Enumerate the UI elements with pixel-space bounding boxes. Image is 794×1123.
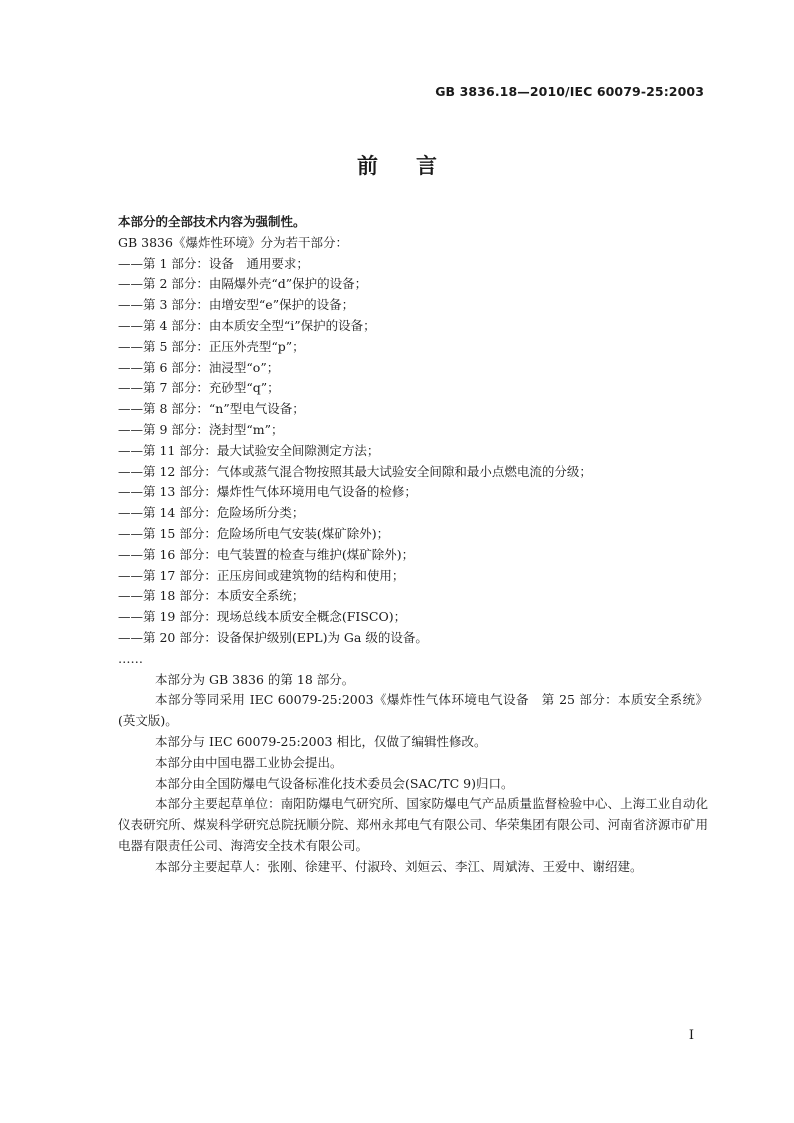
paragraph: 本部分主要起草单位：南阳防爆电气研究所、国家防爆电气产品质量监督检验中心、上海工业自动化仪表研究所、煤炭科学研究总院抚顺分院、郑州永邦电气有限公司、华荣集团有限公司、河南省济源市矿用电器有限责任公司、海湾安全技术有限公司。 — [118, 796, 708, 853]
list-item: ——第 3 部分：由增安型“e”保护的设备； — [118, 297, 355, 313]
list-item: ——第 4 部分：由本质安全型“i”保护的设备； — [118, 317, 376, 333]
list-item: ——第 2 部分：由隔爆外壳“d”保护的设备； — [118, 276, 368, 292]
list-item: ——第 9 部分：浇封型“m”； — [118, 421, 284, 437]
list-ellipsis: …… — [118, 650, 143, 666]
list-item: ——第 8 部分：“n”型电气设备； — [118, 401, 305, 417]
list-item: ——第 12 部分：气体或蒸气混合物按照其最大试验安全间隙和最小点燃电流的分级； — [118, 463, 592, 479]
list-item: ——第 13 部分：爆炸性气体环境用电气设备的检修； — [118, 484, 417, 500]
list-item: ——第 1 部分：设备 通用要求； — [118, 255, 309, 271]
list-item: ——第 19 部分：现场总线本质安全概念(FISCO)； — [118, 609, 407, 625]
mandatory-statement: 本部分的全部技术内容为强制性。 — [118, 214, 306, 229]
list-item: ——第 15 部分：危险场所电气安装(煤矿除外)； — [118, 525, 390, 541]
list-item: ——第 16 部分：电气装置的检查与维护(煤矿除外)； — [118, 546, 415, 562]
paragraph: 本部分等同采用 IEC 60079-25:2003《爆炸性气体环境电气设备 第 25 部分：本质安全系统》(英文版)。 — [118, 692, 708, 729]
document-body — [118, 212, 708, 878]
series-intro: GB 3836《爆炸性环境》分为若干部分： — [118, 234, 348, 250]
list-item: ——第 6 部分：油浸型“o”； — [118, 359, 280, 375]
list-item: ——第 20 部分：设备保护级别(EPL)为 Ga 级的设备。 — [118, 629, 428, 645]
paragraph: 本部分为 GB 3836 的第 18 部分。 — [155, 671, 355, 687]
standard-number: GB 3836.18—2010/IEC 60079-25:2003 — [435, 84, 704, 99]
parts-list — [118, 254, 708, 649]
page-title: 前言 — [357, 154, 475, 178]
paragraph: 本部分主要起草人：张刚、徐建平、付淑玲、刘姮云、李江、周斌涛、王爱中、谢绍建。 — [155, 858, 643, 874]
paragraph: 本部分由全国防爆电气设备标准化技术委员会(SAC/TC 9)归口。 — [155, 775, 514, 791]
list-item: ——第 7 部分：充砂型“q”； — [118, 380, 280, 396]
list-item: ——第 14 部分：危险场所分类； — [118, 505, 305, 521]
list-item: ——第 5 部分：正压外壳型“p”； — [118, 338, 305, 354]
paragraph: 本部分与 IEC 60079-25:2003 相比，仅做了编辑性修改。 — [155, 733, 487, 749]
list-item: ——第 17 部分：正压房间或建筑物的结构和使用； — [118, 567, 405, 583]
list-item: ——第 18 部分：本质安全系统； — [118, 588, 305, 604]
paragraph: 本部分由中国电器工业协会提出。 — [155, 754, 343, 770]
list-item: ——第 11 部分：最大试验安全间隙测定方法； — [118, 442, 380, 458]
page-number: I — [688, 1028, 694, 1043]
